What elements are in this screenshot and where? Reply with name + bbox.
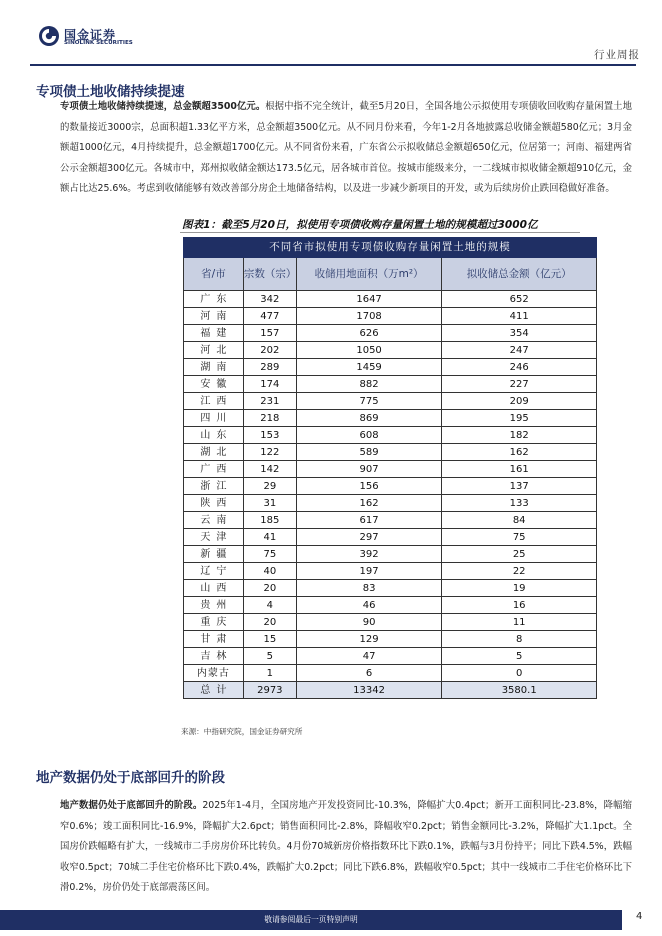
- brand-logo: [38, 25, 168, 51]
- cell-province: 湖北: [184, 444, 244, 461]
- cell-amount: 19: [442, 580, 597, 597]
- cell-area: 83: [296, 580, 442, 597]
- cell-province: 湖南: [184, 359, 244, 376]
- column-header-province: 省/市: [184, 258, 244, 291]
- column-header-count: 宗数（宗）: [243, 258, 296, 291]
- cell-area: 1708: [296, 308, 442, 325]
- cell-area: 775: [296, 393, 442, 410]
- cell-amount: 411: [442, 308, 597, 325]
- table-row: [184, 665, 597, 682]
- cell-amount: 652: [442, 291, 597, 308]
- cell-count: 122: [243, 444, 296, 461]
- cell-province: 重庆: [184, 614, 244, 631]
- page-number: 4: [636, 911, 643, 922]
- cell-province: 贵州: [184, 597, 244, 614]
- table-row: [184, 427, 597, 444]
- table-row: [184, 648, 597, 665]
- table-row: [184, 359, 597, 376]
- table-row: [184, 529, 597, 546]
- cell-province: 四川: [184, 410, 244, 427]
- table-row: [184, 410, 597, 427]
- paragraph-body: 2025年1-4月，全国房地产开发投资同比-10.3%，降幅扩大0.4pct；新开工面积同比-23.8%，降幅缩窄0.6%；竣工面积同比-16.9%，降幅扩大2.6pct；销售面积同比-2.8%，降幅收窄0.2pct；销售金额同比-3.2%，降幅扩大1.1pct。全国房价跌幅略有扩大，一线城市二手房房价环比转负。4月份70城新房价格指数环比下跌0.1%，跌幅与3月份持平；同比下跌4.5%，跌幅收窄0.5pct；70城二手住宅价格环比下跌0.4%，跌幅扩大0.2pct；同比下跌6.8%，跌幅收窄0.5pct；其中一线城市二手住宅价格环比下滑0.2%，房价仍处于底部震荡区间。: [60, 800, 632, 893]
- cell-province: 山西: [184, 580, 244, 597]
- table-row: [184, 546, 597, 563]
- cell-area: 47: [296, 648, 442, 665]
- table-row: [184, 580, 597, 597]
- cell-count: 1: [243, 665, 296, 682]
- figure-title: 图表1：截至5月20日，拟使用专项债收购存量闲置土地的规模超过3000亿: [182, 219, 538, 231]
- cell-count: 342: [243, 291, 296, 308]
- cell-count: 20: [243, 580, 296, 597]
- cell-area: 6: [296, 665, 442, 682]
- table-row: [184, 597, 597, 614]
- cell-province: 河南: [184, 308, 244, 325]
- brand-name-cn: 国金证券: [64, 28, 117, 42]
- cell-province: 安徽: [184, 376, 244, 393]
- cell-area: 608: [296, 427, 442, 444]
- cell-province: 山东: [184, 427, 244, 444]
- cell-amount: 137: [442, 478, 597, 495]
- cell-province: 陕西: [184, 495, 244, 512]
- cell-area: 1647: [296, 291, 442, 308]
- cell-count: 477: [243, 308, 296, 325]
- cell-amount: 11: [442, 614, 597, 631]
- cell-count: 41: [243, 529, 296, 546]
- cell-amount: 195: [442, 410, 597, 427]
- cell-amount: 3580.1: [442, 682, 597, 699]
- cell-count: 218: [243, 410, 296, 427]
- cell-count: 174: [243, 376, 296, 393]
- cell-area: 882: [296, 376, 442, 393]
- cell-province: 新疆: [184, 546, 244, 563]
- cell-amount: 354: [442, 325, 597, 342]
- cell-amount: 25: [442, 546, 597, 563]
- cell-amount: 133: [442, 495, 597, 512]
- section-title-land-reserve: 专项债土地收储持续提速: [36, 84, 185, 100]
- logo-icon: [38, 25, 60, 47]
- cell-province: 天津: [184, 529, 244, 546]
- cell-area: 626: [296, 325, 442, 342]
- cell-amount: 182: [442, 427, 597, 444]
- report-type: 行业周报: [594, 49, 640, 61]
- table-row: [184, 631, 597, 648]
- paragraph-property-data: [60, 796, 632, 899]
- cell-amount: 246: [442, 359, 597, 376]
- table-caption: 不同省市拟使用专项债收购存量闲置土地的规模: [184, 238, 597, 258]
- cell-province: 甘肃: [184, 631, 244, 648]
- cell-area: 869: [296, 410, 442, 427]
- section-title-property-data: 地产数据仍处于底部回升的阶段: [36, 770, 225, 786]
- table-row: [184, 308, 597, 325]
- cell-count: 75: [243, 546, 296, 563]
- cell-province: 河北: [184, 342, 244, 359]
- cell-area: 617: [296, 512, 442, 529]
- table-row: [184, 512, 597, 529]
- cell-area: 197: [296, 563, 442, 580]
- cell-count: 153: [243, 427, 296, 444]
- paragraph-land-reserve: [60, 97, 632, 200]
- figure-divider: [180, 232, 580, 233]
- cell-area: 297: [296, 529, 442, 546]
- cell-province: 江西: [184, 393, 244, 410]
- cell-area: 13342: [296, 682, 442, 699]
- cell-province: 云南: [184, 512, 244, 529]
- cell-area: 90: [296, 614, 442, 631]
- header-divider: [30, 64, 636, 66]
- cell-count: 185: [243, 512, 296, 529]
- cell-amount: 161: [442, 461, 597, 478]
- footer-disclaimer: 敬请参阅最后一页特别声明: [264, 915, 358, 924]
- table-row: [184, 444, 597, 461]
- table-row: [184, 495, 597, 512]
- cell-amount: 162: [442, 444, 597, 461]
- table-row: [184, 461, 597, 478]
- cell-count: 4: [243, 597, 296, 614]
- paragraph-lead: 地产数据仍处于底部回升的阶段。: [60, 800, 203, 811]
- cell-province: 吉林: [184, 648, 244, 665]
- cell-province: 广西: [184, 461, 244, 478]
- cell-area: 156: [296, 478, 442, 495]
- cell-area: 46: [296, 597, 442, 614]
- table-total-row: [184, 682, 597, 699]
- figure-source: 来源：中指研究院，国金证券研究所: [181, 727, 303, 736]
- cell-province: 辽宁: [184, 563, 244, 580]
- cell-amount: 22: [442, 563, 597, 580]
- column-header-area: 收储用地面积（万m²）: [296, 258, 442, 291]
- cell-amount: 84: [442, 512, 597, 529]
- table-row: [184, 614, 597, 631]
- cell-count: 15: [243, 631, 296, 648]
- cell-area: 162: [296, 495, 442, 512]
- cell-amount: 5: [442, 648, 597, 665]
- cell-area: 1050: [296, 342, 442, 359]
- cell-count: 231: [243, 393, 296, 410]
- cell-province: 浙江: [184, 478, 244, 495]
- cell-count: 31: [243, 495, 296, 512]
- cell-amount: 16: [442, 597, 597, 614]
- cell-count: 202: [243, 342, 296, 359]
- column-header-amount: 拟收储总金额（亿元）: [442, 258, 597, 291]
- cell-count: 5: [243, 648, 296, 665]
- table-row: [184, 376, 597, 393]
- cell-amount: 209: [442, 393, 597, 410]
- paragraph-lead: 专项债土地收储持续提速，总金额超3500亿元。: [60, 101, 266, 112]
- cell-province: 广东: [184, 291, 244, 308]
- cell-amount: 247: [442, 342, 597, 359]
- cell-count: 20: [243, 614, 296, 631]
- table-row: [184, 342, 597, 359]
- cell-province: 福建: [184, 325, 244, 342]
- cell-amount: 227: [442, 376, 597, 393]
- cell-amount: 75: [442, 529, 597, 546]
- cell-count: 289: [243, 359, 296, 376]
- table-row: [184, 325, 597, 342]
- cell-area: 589: [296, 444, 442, 461]
- table-row: [184, 563, 597, 580]
- cell-count: 40: [243, 563, 296, 580]
- cell-amount: 0: [442, 665, 597, 682]
- paragraph-body: 根据中指不完全统计，截至5月20日，全国各地公示拟使用专项债收回收购存量闲置土地的数量接近3000宗，总面积超1.33亿平方米，总金额超3500亿元。从不同月份来看，今年1-2月各地披露总收储金额超580亿元；3月金额超1000亿元，4月持续提升，总金额超1700亿元。从不同省份来看，广东省公示拟收储总金额超650亿元，位居第一；河南、福建两省公示金额超300亿元。各城市中，郑州拟收储金额达173.5亿元，居各城市首位。按城市能级来分，一二线城市拟收储金额超910亿元，金额占比达25.6%。考虑到收储能够有效改善部分房企土地储备结构，以及进一步减少新项目的开发，或为后续房价止跌回稳做好准备。: [60, 101, 632, 194]
- cell-area: 907: [296, 461, 442, 478]
- brand-name-en: SINOLINK SECURITIES: [64, 40, 133, 46]
- page-header: [0, 0, 662, 72]
- land-reserve-table: [183, 237, 597, 699]
- table-row: [184, 393, 597, 410]
- cell-count: 2973: [243, 682, 296, 699]
- cell-area: 129: [296, 631, 442, 648]
- table-row: [184, 478, 597, 495]
- table-row: [184, 291, 597, 308]
- cell-area: 392: [296, 546, 442, 563]
- cell-count: 157: [243, 325, 296, 342]
- cell-province: 内蒙古: [184, 665, 244, 682]
- cell-area: 1459: [296, 359, 442, 376]
- cell-count: 142: [243, 461, 296, 478]
- cell-count: 29: [243, 478, 296, 495]
- cell-amount: 8: [442, 631, 597, 648]
- cell-province: 总计: [184, 682, 244, 699]
